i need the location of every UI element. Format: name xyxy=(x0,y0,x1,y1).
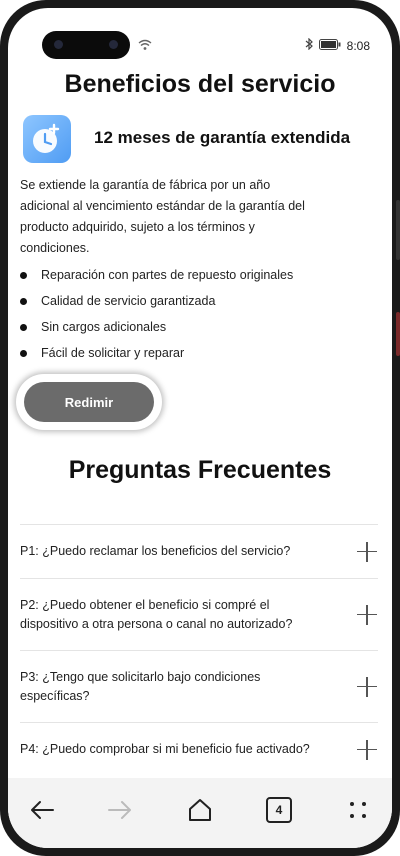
faq-item-4[interactable] xyxy=(20,722,378,776)
clock-time: 8:08 xyxy=(346,38,370,53)
bullet-icon xyxy=(20,324,27,331)
bluetooth-icon xyxy=(305,38,313,53)
redeem-button[interactable]: Redimir xyxy=(24,382,154,422)
plus-icon[interactable] xyxy=(356,676,378,698)
camera-lens-icon xyxy=(109,40,118,49)
status-bar-right xyxy=(305,38,370,53)
camera-lens-icon xyxy=(54,40,63,49)
bottom-nav xyxy=(8,778,392,848)
page-title: Beneficios del servicio xyxy=(64,70,336,98)
faq-item-2[interactable] xyxy=(20,578,378,650)
list-item: Reparación con partes de repuesto originales xyxy=(20,262,293,288)
faq-question: P3: ¿Tengo que solicitarlo bajo condiciones específicas? xyxy=(20,669,261,703)
volume-button xyxy=(396,200,400,260)
faq-question: P1: ¿Puedo reclamar los beneficios del servicio? xyxy=(20,544,291,558)
forward-arrow-icon[interactable] xyxy=(104,794,136,826)
screen xyxy=(8,8,392,848)
bullet-icon xyxy=(20,272,27,279)
faq-title: Preguntas Frecuentes xyxy=(68,456,332,484)
feature-title: 12 meses de garantía extendida xyxy=(94,128,351,147)
plus-icon[interactable] xyxy=(356,604,378,626)
bullet-icon xyxy=(20,350,27,357)
benefits-list xyxy=(20,262,293,366)
power-button xyxy=(396,312,400,356)
tab-count: 4 xyxy=(266,797,292,823)
list-item: Fácil de solicitar y reparar xyxy=(20,340,293,366)
feature-description: Se extiende la garantía de fábrica por un año adicional al vencimiento estándar de la garantía del producto adquirido, sujeto a los términos y condiciones. xyxy=(20,178,305,255)
faq-question: P2: ¿Puedo obtener el beneficio si compré el dispositivo a otra persona o canal no autorizado? xyxy=(20,597,293,631)
wifi-icon xyxy=(138,38,152,56)
faq-list xyxy=(20,524,378,776)
faq-item-1[interactable] xyxy=(20,524,378,578)
plus-icon[interactable] xyxy=(356,739,378,761)
back-arrow-icon[interactable] xyxy=(26,794,58,826)
clock-icon xyxy=(23,115,71,163)
faq-item-3[interactable] xyxy=(20,650,378,722)
front-camera xyxy=(42,31,130,59)
list-item: Calidad de servicio garantizada xyxy=(20,288,293,314)
tabs-icon[interactable] xyxy=(263,794,295,826)
menu-dots-icon[interactable] xyxy=(342,794,374,826)
home-icon[interactable] xyxy=(184,794,216,826)
battery-icon xyxy=(319,39,341,53)
redeem-button-highlight xyxy=(16,374,162,430)
faq-question: P4: ¿Puedo comprobar si mi beneficio fue activado? xyxy=(20,742,310,756)
bullet-icon xyxy=(20,298,27,305)
list-item: Sin cargos adicionales xyxy=(20,314,293,340)
plus-icon[interactable] xyxy=(356,541,378,563)
